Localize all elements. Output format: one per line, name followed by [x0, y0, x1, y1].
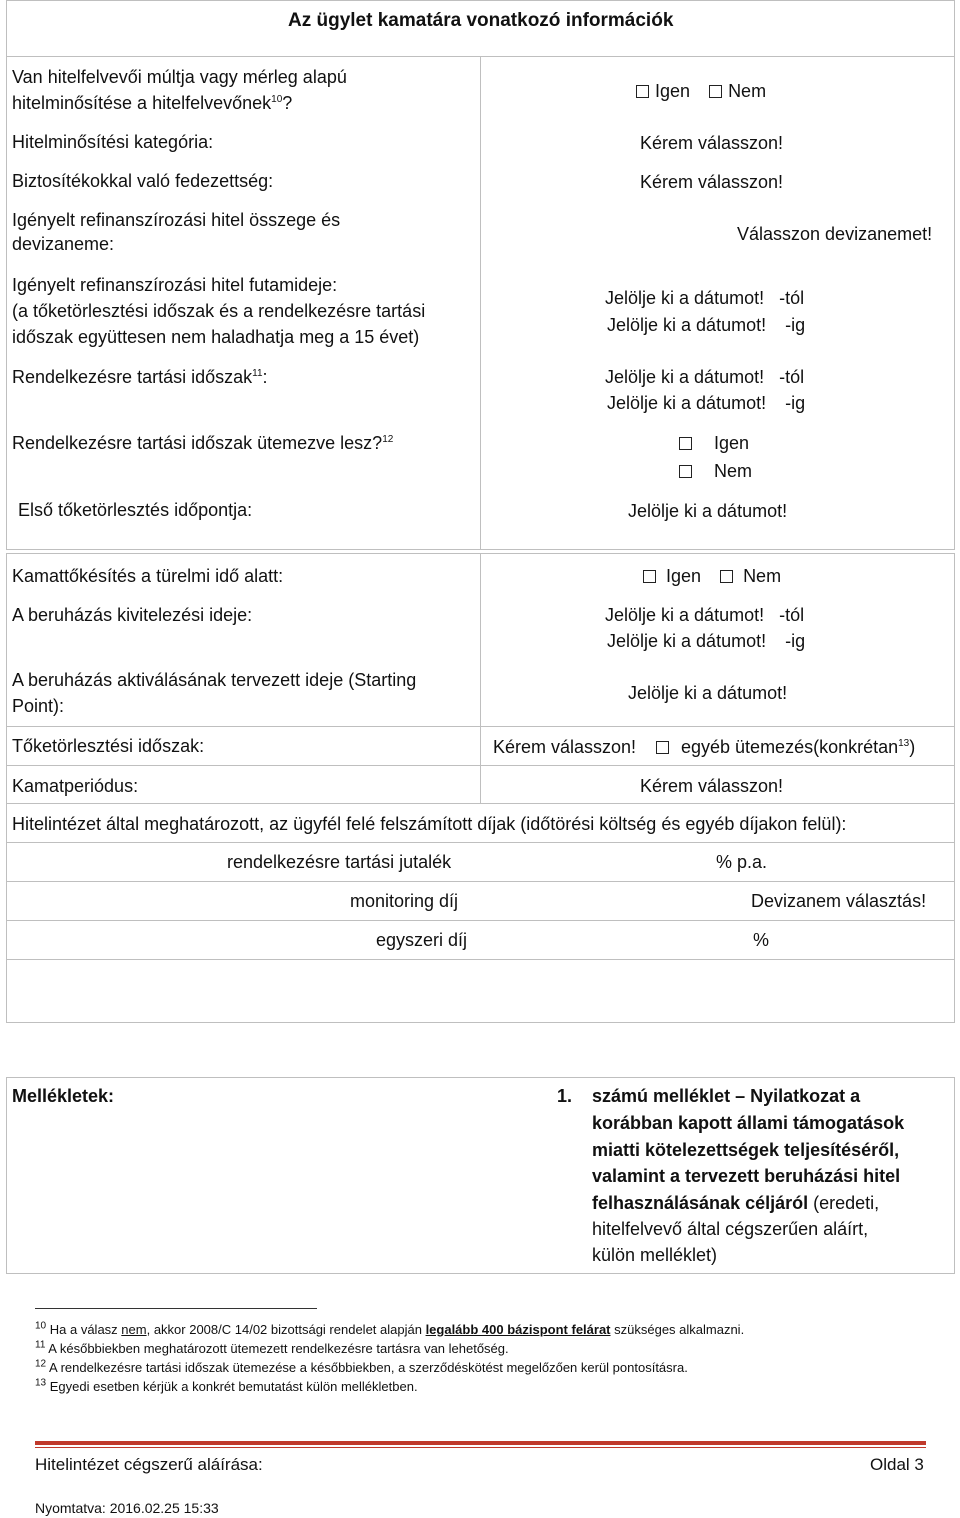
amount-label: Igényelt refinanszírozási hitel összege és	[12, 210, 341, 230]
column-divider	[480, 765, 481, 804]
fee1-label: rendelkezésre tartási jutalék	[227, 852, 452, 872]
fee1-value[interactable]: % p.a.	[716, 852, 768, 872]
collateral-dropdown[interactable]: Kérem válasszon!	[640, 172, 784, 192]
footer-rule	[35, 1441, 926, 1445]
repay-period-label: Tőketörlesztési időszak:	[12, 736, 205, 756]
activation-date[interactable]: Jelölje ki a dátumot!	[628, 683, 788, 703]
row-divider	[6, 920, 955, 921]
scheduled-label: Rendelkezésre tartási időszak ütemezve lesz?$^{12}$	[12, 433, 394, 453]
other-schedule-checkbox[interactable]	[656, 741, 669, 754]
yes-checkbox[interactable]	[679, 437, 692, 450]
print-timestamp: Nyomtatva: 2016.02.25 15:33	[35, 1500, 219, 1516]
attachment-line: külön melléklet)	[592, 1245, 718, 1265]
amount-label-2: devizaneme:	[12, 234, 115, 254]
signature-label: Hitelintézet cégszerű aláírása:	[35, 1455, 263, 1474]
construction-label: A beruházás kivitelezési ideje:	[12, 605, 253, 625]
repay-other-checkbox[interactable]: egyéb ütemezés(konkrétan$^{13}$)	[656, 734, 915, 760]
collateral-label: Biztosítékokkal való fedezettség:	[12, 171, 274, 191]
interest-period-dropdown[interactable]: Kérem válasszon!	[640, 776, 784, 796]
currency-dropdown[interactable]: Válasszon devizanemet!	[737, 224, 933, 244]
footer-rule-thin	[35, 1447, 926, 1448]
capitalization-choice[interactable]: Igen Nem	[643, 563, 781, 589]
term-from-date[interactable]: Jelölje ki a dátumot! -tól	[605, 288, 805, 308]
column-divider	[480, 726, 481, 766]
scheduled-yes[interactable]: Igen	[679, 430, 749, 456]
activation-label: A beruházás aktiválásának tervezett ideje (Starting	[12, 670, 417, 690]
history-label-2: hitelminősítése a hitelfelvevőnek$^{10}$?	[12, 93, 293, 113]
term-label-2: (a tőketörlesztési időszak és a rendelkezésre tartási	[12, 301, 426, 321]
attachment-line: miatti kötelezettségek teljesítéséről,	[592, 1140, 900, 1160]
fee3-value[interactable]: %	[753, 930, 770, 950]
yes-checkbox[interactable]	[636, 85, 649, 98]
row-divider	[6, 881, 955, 882]
first-repay-label: Első tőketörlesztés időpontja:	[18, 500, 253, 520]
rating-label: Hitelminősítési kategória:	[12, 132, 214, 152]
attachments-label: Mellékletek:	[12, 1086, 115, 1106]
attachment-line: hitelfelvevő által cégszerűen aláírt,	[592, 1219, 869, 1239]
fee2-label: monitoring díj	[350, 891, 459, 911]
availability-label: Rendelkezésre tartási időszak$^{11}$:	[12, 367, 268, 387]
repay-period-dropdown[interactable]: Kérem válasszon!	[493, 737, 637, 757]
column-divider	[480, 553, 481, 727]
fee3-label: egyszeri díj	[376, 930, 468, 950]
first-repay-date[interactable]: Jelölje ki a dátumot!	[628, 501, 788, 521]
construction-from-date[interactable]: Jelölje ki a dátumot! -tól	[605, 605, 805, 625]
attachment-line: korábban kapott állami támogatások	[592, 1113, 905, 1133]
fees-heading: Hitelintézet által meghatározott, az ügyfél felé felszámított díjak (időtörési költség és egyéb díjakon felül):	[12, 814, 847, 834]
capitalization-label: Kamattőkésítés a türelmi idő alatt:	[12, 566, 284, 586]
row-divider	[6, 842, 955, 843]
footnote-11: $^{11}$ A későbbiekben meghatározott ütemezett rendelkezésre tartásra van lehetőség.	[35, 1339, 509, 1356]
attachment-line: felhasználásának céljáról (eredeti,	[592, 1193, 880, 1213]
attachment-line: számú melléklet – Nyilatkozat a	[592, 1086, 861, 1106]
rating-dropdown[interactable]: Kérem válasszon!	[640, 133, 784, 153]
term-label: Igényelt refinanszírozási hitel futamideje:	[12, 275, 338, 295]
no-checkbox[interactable]	[720, 570, 733, 583]
activation-label-2: Point):	[12, 696, 65, 716]
footnote-12: $^{12}$ A rendelkezésre tartási időszak ütemezése a későbbiekben, a szerződéskötést megelőzően kerül pontosításra.	[35, 1358, 688, 1375]
term-to-date[interactable]: Jelölje ki a dátumot! -ig	[607, 315, 806, 335]
no-checkbox[interactable]	[679, 465, 692, 478]
page-number: Oldal 3	[870, 1455, 924, 1474]
interest-period-label: Kamatperiódus:	[12, 776, 139, 796]
row-divider	[6, 959, 955, 960]
term-label-3: időszak együttesen nem haladhatja meg a 15 évet)	[12, 327, 420, 347]
section-title: Az ügylet kamatára vonatkozó információk	[288, 10, 674, 31]
yes-checkbox[interactable]	[643, 570, 656, 583]
footnote-separator	[35, 1308, 317, 1309]
availability-from-date[interactable]: Jelölje ki a dátumot! -tól	[605, 367, 805, 387]
row-divider	[6, 803, 955, 804]
footnote-13: $^{13}$ Egyedi esetben kérjük a konkrét bemutatást külön mellékletben.	[35, 1377, 418, 1394]
availability-to-date[interactable]: Jelölje ki a dátumot! -ig	[607, 393, 806, 413]
fee2-currency-dropdown[interactable]: Devizanem választás!	[751, 891, 927, 911]
footnote-10: $^{10}$ Ha a válasz nem, akkor 2008/C 14/02 bizottsági rendelet alapján legalább 400 bázispont felárat szükséges alkalmazni.	[35, 1320, 745, 1337]
scheduled-no[interactable]: Nem	[679, 458, 752, 484]
attachment-number: 1.	[557, 1086, 573, 1106]
history-choice[interactable]: Igen Nem	[636, 78, 766, 104]
attachment-line: valamint a tervezett beruházási hitel	[592, 1166, 901, 1186]
history-label: Van hitelfelvevői múltja vagy mérleg alapú	[12, 67, 347, 87]
column-divider	[480, 56, 481, 550]
construction-to-date[interactable]: Jelölje ki a dátumot! -ig	[607, 631, 806, 651]
no-checkbox[interactable]	[709, 85, 722, 98]
